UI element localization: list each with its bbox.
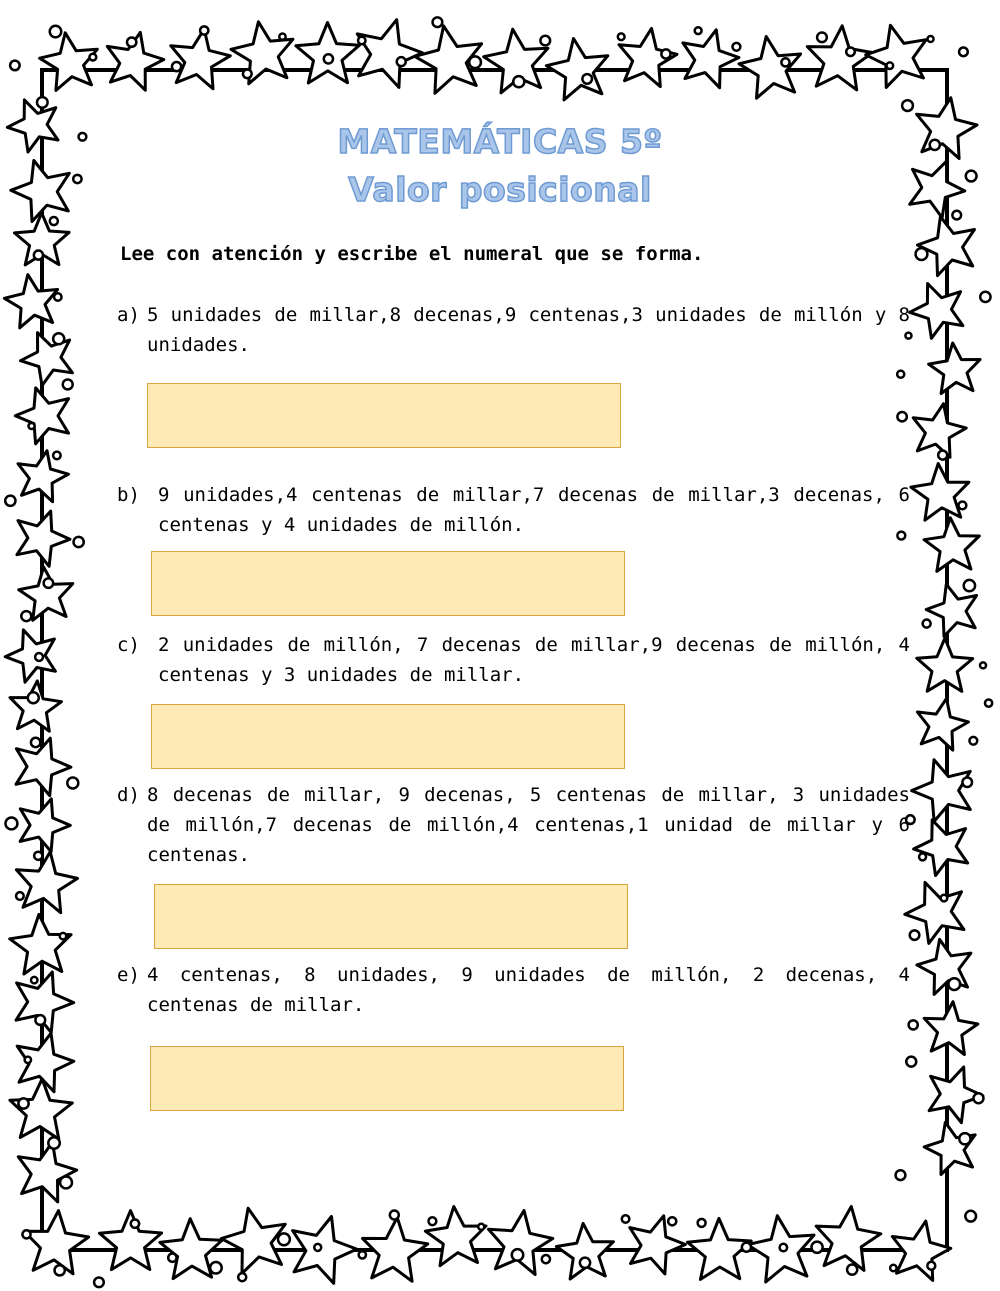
circle-dot-icon [732,43,740,51]
star-icon [4,275,57,328]
circle-dot-icon [964,580,975,591]
star-icon [739,37,801,99]
question-letter: b) [117,484,140,506]
circle-dot-icon [60,933,66,939]
star-icon [630,1216,686,1274]
circle-dot-icon [622,1215,630,1223]
circle-dot-icon [28,692,39,703]
circle-dot-icon [478,1224,484,1230]
circle-dot-icon [902,100,913,111]
circle-dot-icon [974,1093,984,1103]
circle-dot-icon [580,1258,590,1268]
star-icon [100,1211,162,1270]
circle-dot-icon [513,76,524,87]
star-icon [917,698,968,750]
question-a [117,300,910,360]
star-icon [924,1122,975,1174]
circle-dot-icon [780,1244,788,1252]
star-icon [16,738,71,796]
circle-dot-icon [433,17,443,27]
circle-dot-icon [969,737,977,745]
circle-dot-icon [34,251,43,260]
circle-dot-icon [668,1217,676,1225]
instructions-text: Lee con atención y escribe el numeral que se forma. [120,243,704,265]
star-icon [683,30,739,88]
circle-dot-icon [10,61,20,71]
star-icon [18,1142,76,1202]
circle-dot-icon [200,26,208,34]
star-icon [357,20,422,88]
circle-dot-icon [397,57,406,66]
circle-dot-icon [21,611,31,621]
page-title: MATEMÁTICAS 5º [337,122,663,161]
question-letter: e) [117,964,140,986]
circle-dot-icon [210,1262,222,1274]
star-icon [17,511,70,566]
star-icon [924,1002,978,1055]
circle-dot-icon [34,852,42,860]
star-icon [489,1211,553,1275]
circle-dot-icon [74,537,84,547]
question-letter: d) [117,784,140,806]
circle-dot-icon [314,1244,321,1251]
star-icon [15,388,68,444]
answer-input-d[interactable] [154,884,628,949]
question-text: 8 decenas de millar, 9 decenas, 5 centenas de millar, 3 unidades de millón,7 decenas de millón,4 centenas,1 unidad de millar y 6 centenas. [147,784,910,866]
star-icon [918,217,975,276]
circle-dot-icon [131,1220,139,1228]
star-icon [917,638,973,691]
circle-dot-icon [980,292,990,302]
circle-dot-icon [50,217,58,225]
circle-dot-icon [53,333,64,344]
star-icon [16,852,77,913]
circle-dot-icon [60,1177,72,1189]
star-icon [816,1207,881,1271]
circle-dot-icon [959,47,968,56]
circle-dot-icon [22,1230,30,1238]
circle-dot-icon [18,1098,28,1108]
circle-dot-icon [94,1277,104,1287]
circle-dot-icon [910,930,920,940]
circle-dot-icon [928,36,934,42]
circle-dot-icon [962,777,972,787]
circle-dot-icon [16,892,24,900]
circle-dot-icon [37,97,48,108]
circle-dot-icon [948,978,960,990]
circle-dot-icon [817,32,827,42]
circle-dot-icon [127,37,136,46]
circle-dot-icon [63,379,73,389]
star-icon [914,820,968,876]
star-icon [171,29,231,89]
circle-dot-icon [909,1020,918,1029]
star-icon [221,1208,285,1273]
circle-dot-icon [695,27,702,34]
star-icon [929,343,981,394]
circle-dot-icon [44,578,53,587]
circle-dot-icon [31,977,37,983]
circle-dot-icon [5,817,17,829]
answer-input-b[interactable] [151,551,625,616]
circle-dot-icon [582,74,592,84]
circle-dot-icon [811,1242,822,1253]
question-letter: c) [117,634,140,656]
circle-dot-icon [847,1265,857,1275]
circle-dot-icon [542,1255,550,1263]
circle-dot-icon [54,293,61,300]
circle-dot-icon [29,423,35,429]
circle-dot-icon [985,699,992,706]
page-subtitle: Valor posicional [348,170,652,209]
star-icon [40,33,98,91]
circle-dot-icon [923,620,931,628]
question-text: 4 centenas, 8 unidades, 9 unidades de millón, 2 decenas, 4 centenas de millar. [147,964,910,1016]
circle-dot-icon [358,37,365,44]
circle-dot-icon [31,738,40,747]
circle-dot-icon [919,853,926,860]
circle-dot-icon [938,451,947,460]
star-icon [425,1207,486,1266]
circle-dot-icon [927,1262,935,1270]
circle-dot-icon [941,895,948,902]
circle-dot-icon [965,1211,976,1222]
answer-input-e[interactable] [150,1046,624,1111]
circle-dot-icon [661,49,670,58]
circle-dot-icon [916,248,928,260]
circle-dot-icon [897,412,906,421]
question-text: 9 unidades,4 centenas de millar,7 decenas de millar,3 decenas, 6 centenas y 4 unidades de millón. [158,484,910,536]
circle-dot-icon [35,653,43,661]
star-icon [10,681,62,731]
circle-dot-icon [172,62,181,71]
circle-dot-icon [952,211,961,220]
circle-dot-icon [5,496,15,506]
question-d [117,780,910,870]
star-icon [910,284,963,339]
circle-dot-icon [897,371,904,378]
question-letter: a) [117,304,140,326]
circle-dot-icon [359,1251,366,1258]
circle-dot-icon [390,1211,399,1220]
circle-dot-icon [48,1137,59,1148]
circle-dot-icon [67,777,78,788]
circle-dot-icon [980,662,986,668]
circle-dot-icon [55,1265,65,1275]
circle-dot-icon [428,1217,436,1225]
circle-dot-icon [959,1133,970,1144]
circle-dot-icon [50,26,62,38]
circle-dot-icon [906,1057,916,1067]
circle-dot-icon [890,1265,896,1271]
circle-dot-icon [958,501,966,509]
star-icon [913,404,966,458]
question-text: 2 unidades de millón, 7 decenas de millar,9 decenas de millón, 4 centenas y 3 unidades de millar. [158,634,910,686]
circle-dot-icon [324,54,333,63]
circle-dot-icon [846,48,855,57]
star-icon [556,1223,613,1279]
circle-dot-icon [540,36,550,46]
question-e [117,960,910,1020]
question-c [117,630,910,690]
circle-dot-icon [512,1249,523,1260]
circle-dot-icon [887,62,894,69]
circle-dot-icon [89,54,96,61]
answer-input-c[interactable] [151,704,625,769]
question-text: 5 unidades de millar,8 decenas,9 centenas,3 unidades de millón y 8 unidades. [147,304,910,356]
star-icon [866,25,926,87]
circle-dot-icon [742,1243,751,1252]
circle-dot-icon [781,58,789,66]
question-b [117,480,910,540]
star-icon [296,23,360,84]
star-icon [911,464,969,521]
star-icon [912,760,971,822]
circle-dot-icon [238,1273,246,1281]
star-icon [5,630,55,682]
star-icon [924,518,979,572]
circle-dot-icon [168,1254,176,1262]
star-icon [24,1211,89,1274]
circle-dot-icon [25,1057,31,1063]
star-icon [231,22,293,84]
circle-dot-icon [278,1233,290,1245]
star-icon [917,939,971,994]
answer-input-a[interactable] [147,383,621,448]
circle-dot-icon [279,33,285,39]
star-icon [363,1217,428,1281]
circle-dot-icon [469,56,481,68]
circle-dot-icon [698,1219,706,1227]
circle-dot-icon [53,452,61,460]
circle-dot-icon [896,1170,906,1180]
circle-dot-icon [35,1015,45,1025]
circle-dot-icon [243,70,252,79]
circle-dot-icon [618,33,625,40]
star-icon [20,799,70,852]
